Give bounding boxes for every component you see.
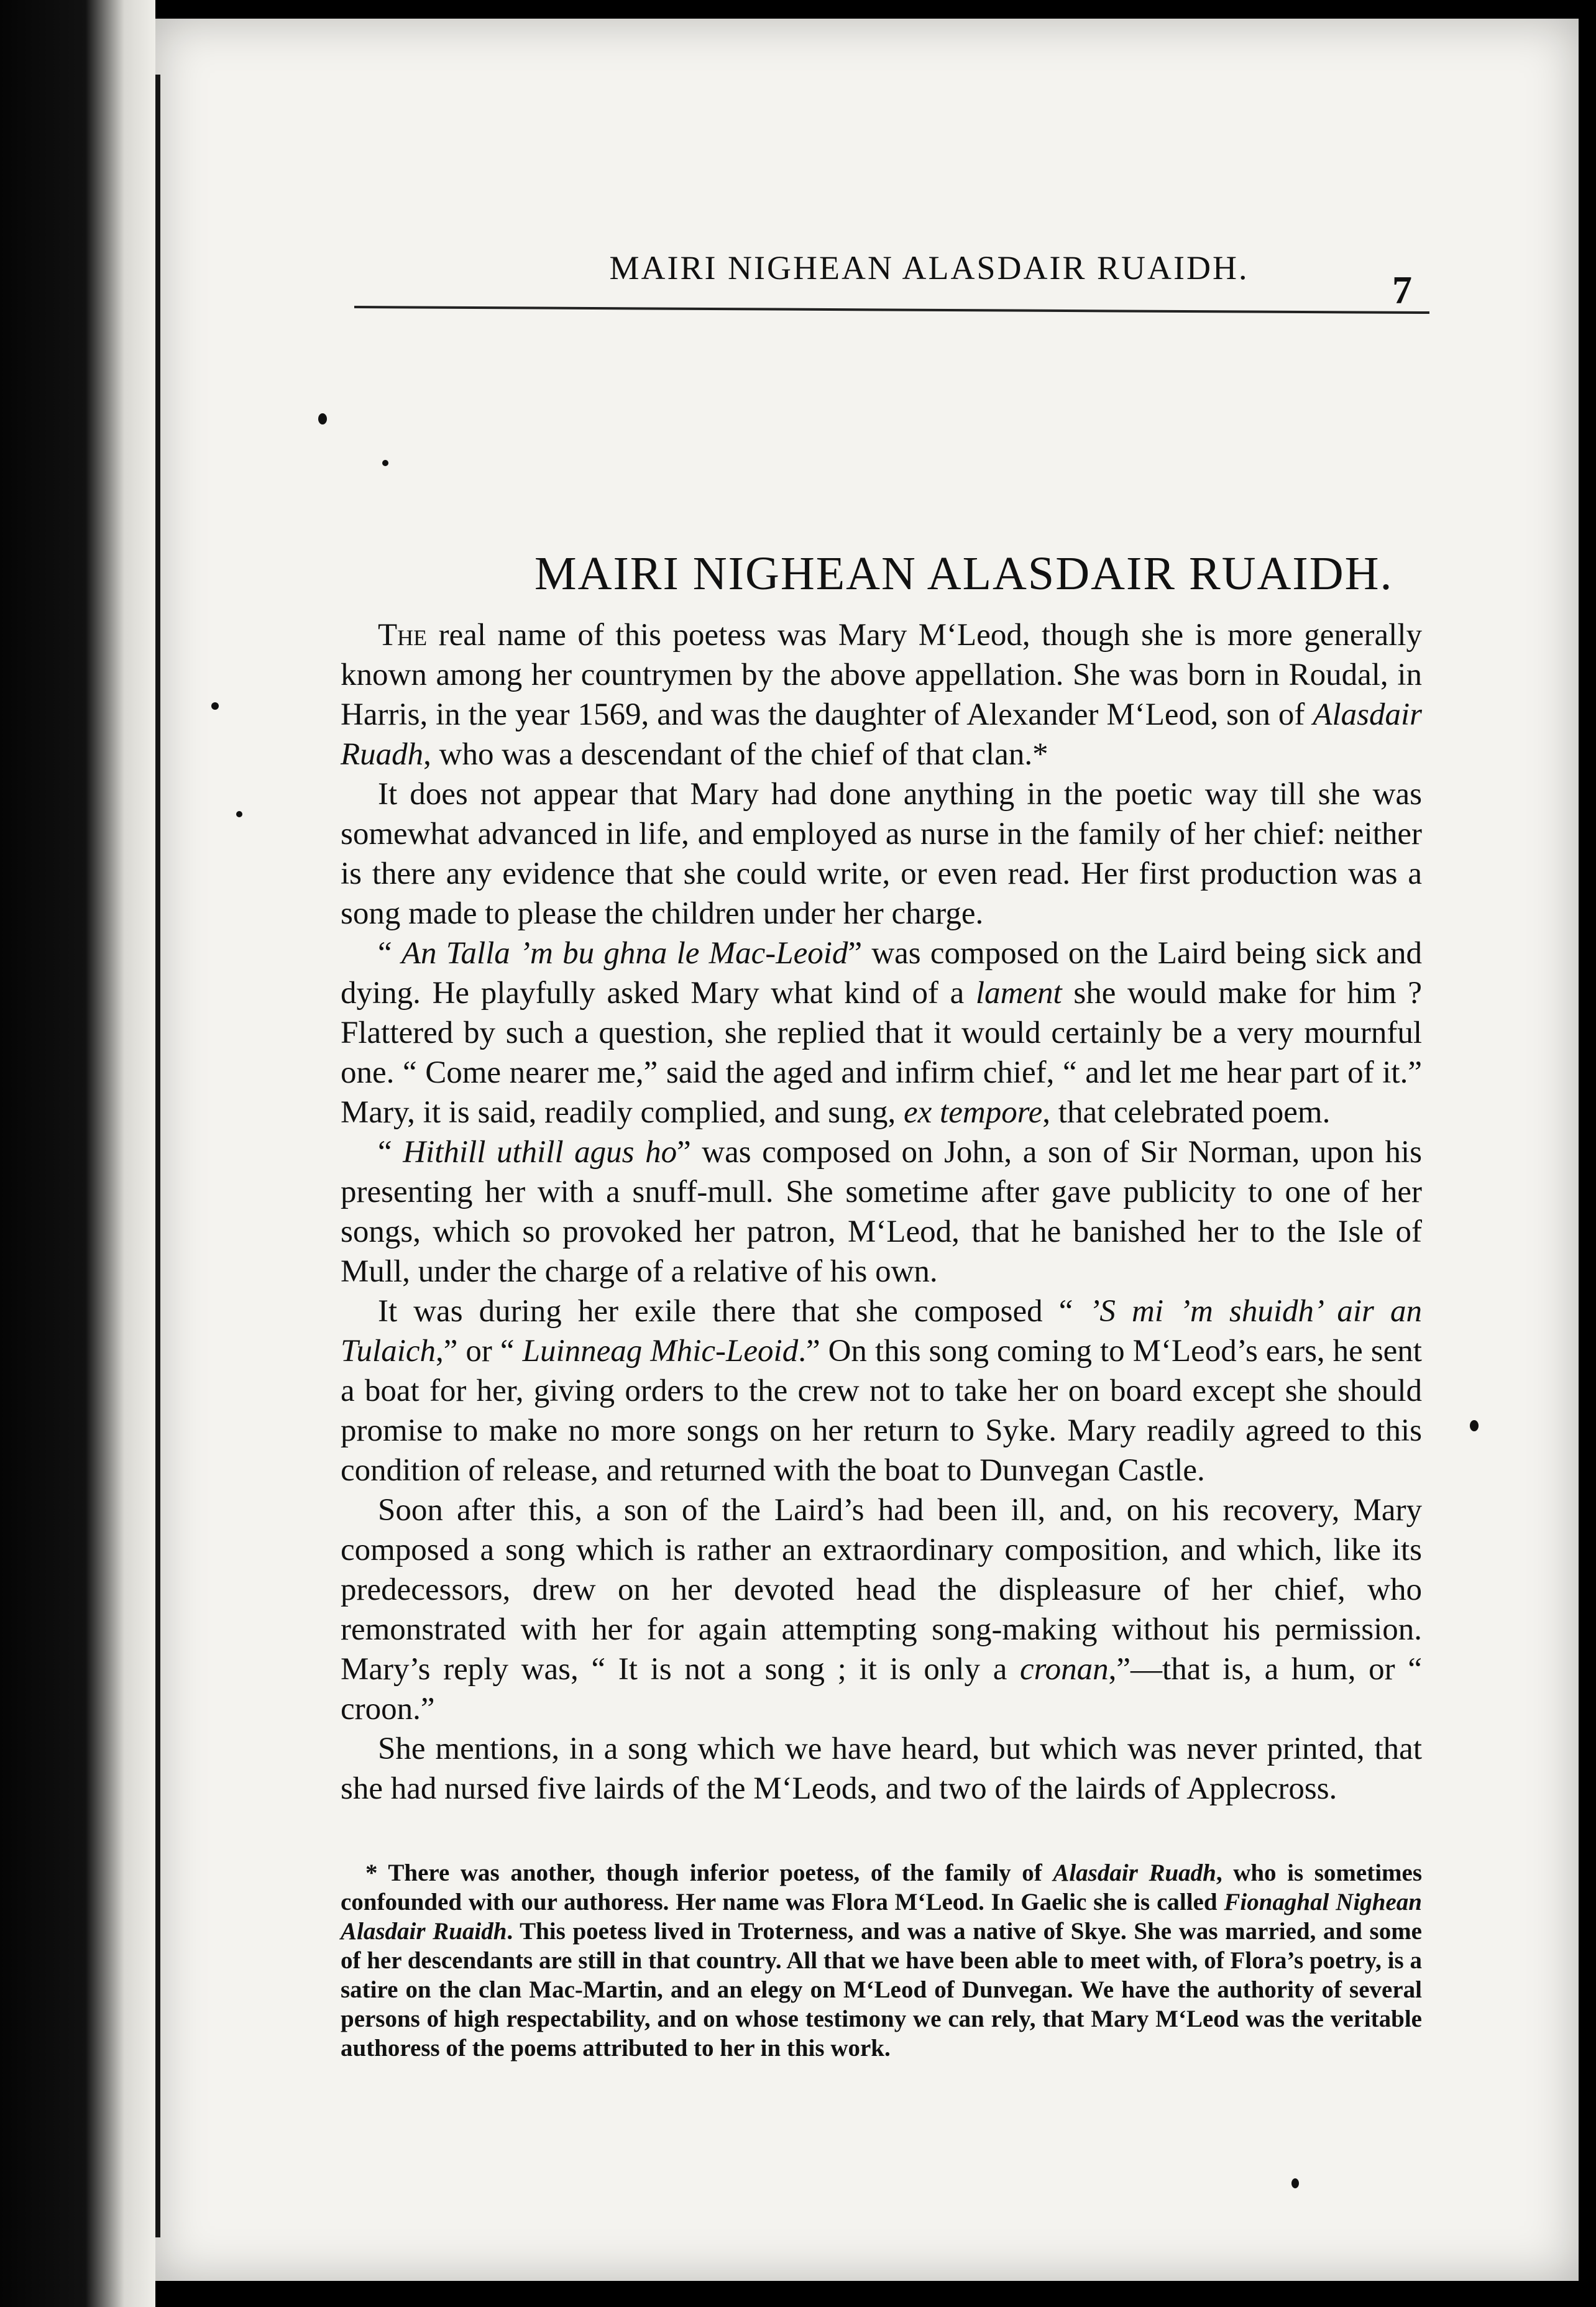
italic-run: Alasdair Ruadh [341,697,1422,772]
paragraph-7: She mentions, in a song which we have heard, but which was never printed, that she had nursed five lairds of the M‘Leods, and two of the lairds of Applecross. [341,1731,1422,1806]
paragraph-2: It does not appear that Mary had done anything in the poetic way till she was somewhat advanced in life, and employed as nurse in the family of her chief: neither is there any evidence that she could write, or even read. Her first production was a song made to please the children under her charge. [341,777,1422,931]
footnote-paragraph [341,1858,1422,2063]
text-run: It was during her exile there that she composed “ [378,1294,1089,1329]
paragraph-4 [341,1132,1422,1291]
text-run: ,”—that is, a hum, or “ croon.” [341,1652,1422,1727]
text-run: real name of this poetess was Mary M‘Leod, though she is more generally known among her countrymen by the above appellation. She was born in Roudal, in Harris, in the year 1569, and was the daughter of Alexander M‘Leod, son of [341,618,1422,732]
text-run: “ [378,1135,403,1170]
scan-speck [211,702,219,710]
scan-speck [1470,1420,1479,1431]
text-run: she would make for him ? Flattered by such a question, she replied that it would certainly be a very mournful one. “ Come nearer me,” said the aged and infirm chief, “ and let me hear part of it.” Mary, it is said, readily complied, and sung, [341,976,1422,1130]
italic-run: lament [975,976,1062,1011]
footnote [341,1858,1422,2063]
text-run: ” was composed on the Laird being sick and dying. He playfully asked Mary what kind of a [341,936,1422,1011]
chapter-title: MAIRI NIGHEAN ALASDAIR RUAIDH. [534,548,1393,600]
paragraph-5 [341,1291,1422,1490]
scan-speck [1291,2178,1299,2188]
italic-run: ’S mi ’m shuidh’ air an Tulaich [341,1294,1422,1369]
italic-run: Alasdair Ruadh [1053,1860,1216,1886]
text-run: , who is sometimes confounded with our authoress. Her name was Flora M‘Leod. In Gaelic she is called [341,1860,1423,1915]
text-run: , that celebrated poem. [1042,1095,1331,1130]
italic-run: cronan [1020,1652,1109,1687]
paragraph-1 [341,615,1422,774]
text-run: .” On this song coming to M‘Leod’s ears, he sent a boat for her, giving orders to the crew not to take her on board except she should promise to make no more songs on her return to Syke. Mary readily agreed to this condition of release, and returned with the boat to Dunvegan Castle. [341,1334,1422,1488]
italic-run: Luinneag Mhic-Leoid [522,1334,799,1369]
text-run: , who was a descendant of the chief of that clan.* [423,737,1048,772]
italic-run: Hithill uthill agus ho [403,1135,677,1170]
text-run: Soon after this, a son of the Laird’s had been ill, and, on his recovery, Mary composed a song which is rather an extraordinary composition, and which, like its predecessors, drew on her devoted head the displeasure of her chief, who remonstrated with her for again attempting song-making without his permission. Mary’s reply was, “ It is not a song ; it is only a [341,1493,1422,1687]
text-run: ” was composed on John, a son of Sir Norman, upon his presenting her with a snuff-mull. She sometime after gave publicity to one of her songs, which so provoked her patron, M‘Leod, that he banished her to the Isle of Mull, under the charge of a relative of his own. [341,1135,1422,1289]
page-fold-line [155,75,160,2237]
scan-speck [382,460,388,466]
italic-run: Fionaghal Nighean Alasdair Ruaidh [341,1889,1422,1945]
paragraph-6 [341,1490,1422,1729]
running-head: MAIRI NIGHEAN ALASDAIR RUAIDH. [609,249,1249,287]
drop-words: The [378,618,428,653]
page-number: 7 [1392,268,1412,312]
paragraph-3 [341,933,1422,1132]
text-run: ,” or “ [436,1334,523,1369]
italic-run: An Talla ’m bu ghna le Mac-Leoid [401,936,848,971]
text-run: “ [378,936,401,971]
text-run: . This poetess lived in Troterness, and was a native of Skye. She was married, and some of her descendants are still in that country. All that we have been able to meet with, of Flora’s poetry, is a satire on the clan Mac-Martin, and an elegy on M‘Leod of Dunvegan. We have the authority of several persons of high respectability, and on whose testimony we can rely, that Mary M‘Leod was the veritable authoress of the poems attributed to her in this work. [341,1918,1422,2062]
scan-speck [318,413,327,424]
scan-speck [236,811,242,817]
scan-left-edge [0,0,155,2307]
body-text [341,615,1422,1809]
italic-run: ex tempore [904,1095,1043,1130]
text-run: * There was another, though inferior poetess, of the family of [365,1860,1053,1886]
